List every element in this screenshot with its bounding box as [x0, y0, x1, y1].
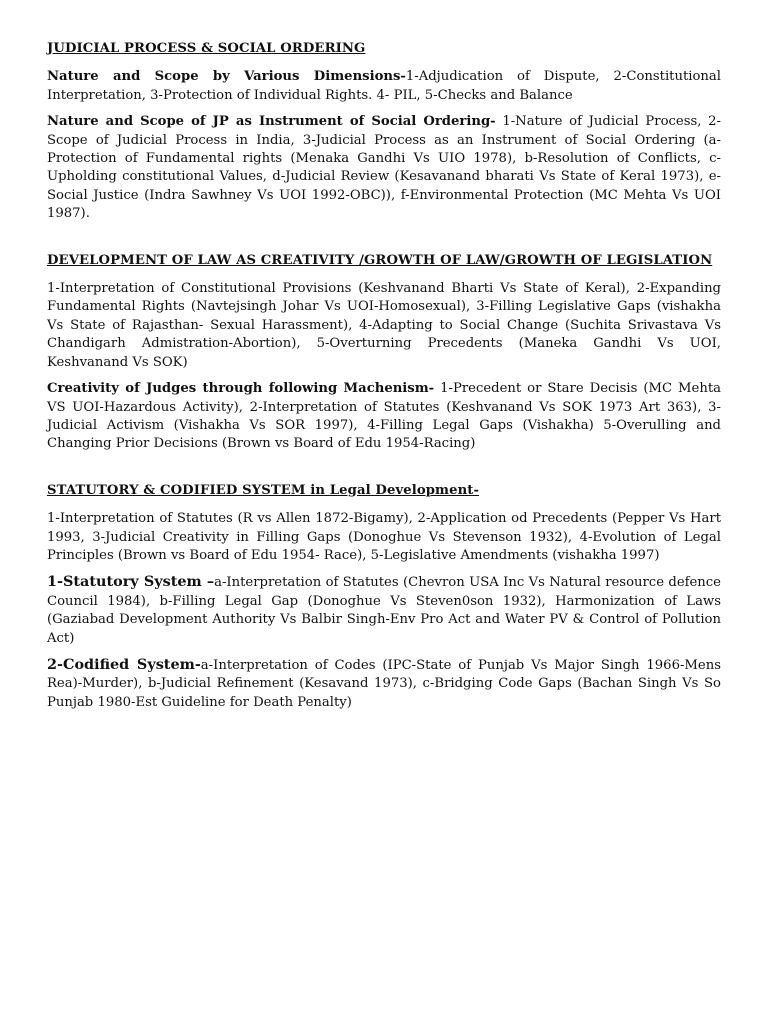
paragraph-development-list [47, 280, 721, 372]
paragraph-lead: Nature and Scope by Various Dimensions- [47, 69, 406, 85]
paragraph-lead: 2-Codified System- [47, 655, 201, 673]
paragraph-creativity-of-judges [47, 380, 721, 454]
paragraph-lead: 1-Statutory System – [47, 573, 215, 591]
paragraph-text: a-Interpretation of Statutes (Chevron USA Inc Vs Natural resource defence Council 1984), b-Filling Legal Gap (Donoghue Vs Steven0son 1932), Harmonization of Laws (Gaziabad Development Authority Vs Balbir Singh-Env Pro Act and Water PV & Control of Pollution Act) [47, 575, 721, 646]
paragraph-jp-social-ordering [47, 113, 721, 223]
paragraph-nature-scope-dimensions [47, 68, 721, 105]
paragraph-text: 1-Interpretation of Statutes (R vs Allen 1872-Bigamy), 2-Application od Precedents (Pepper Vs Hart 1993, 3-Judicial Creativity in Filling Gaps (Donoghue Vs Stevenson 1932), 4-Evolution of Legal Principles (Brown vs Board of Edu 1954- Race), 5-Legislative Amendments (vishakha 1997) [47, 511, 721, 563]
section-heading-development-of-law: DEVELOPMENT OF LAW AS CREATIVITY /GROWTH OF LAW/GROWTH OF LEGISLATION [47, 252, 713, 268]
paragraph-text: 1-Nature of Judicial Process, 2-Scope of Judicial Process in India, 3-Judicial Process as an Instrument of Social Ordering (a-Protection of Fundamental rights (Menaka Gandhi Vs UIO 1978), b-Resolution of Conflicts, c-Upholding constitutional Values, d-Judicial Review (Kesavanand bharati Vs State of Keral 1973), e-Social Justice (Indra Sawhney Vs UOI 1992-OBC)), f-Environmental Protection (MC Mehta Vs UOI 1987). [47, 114, 721, 222]
paragraph-lead: Nature and Scope of JP as Instrument of Social Ordering- [47, 114, 496, 130]
paragraph-statutory-system [47, 573, 721, 648]
paragraph-codified-system [47, 656, 721, 712]
paragraph-text: 1-Adjudication of Dispute, 2-Constitutional Interpretation, 3-Protection of Individual Rights. 4- PIL, 5-Checks and Balance [47, 69, 721, 103]
paragraph-lead: Creativity of Judges through following Machenism- [47, 381, 435, 397]
document-page [47, 40, 721, 712]
paragraph-text: 1-Precedent or Stare Decisis (MC Mehta VS UOI-Hazardous Activity), 2-Interpretation of Statutes (Keshvanand Vs SOK 1973 Art 363), 3-Judicial Activism (Vishakha Vs SOR 1997), 4-Filling Legal Gaps (Vishakha) 5-Overulling and Changing Prior Decisions (Brown vs Board of Edu 1954-Racing) [47, 381, 721, 452]
section-heading-statutory-codified: STATUTORY & CODIFIED SYSTEM in Legal Development- [47, 482, 480, 498]
paragraph-text: 1-Interpretation of Constitutional Provisions (Keshvanand Bharti Vs State of Keral), 2-Expanding Fundamental Rights (Navtejsingh Johar Vs UOI-Homosexual), 3-Filling Legislative Gaps (vishakha Vs State of Rajasthan- Sexual Harassment), 4-Adapting to Social Change (Suchita Srivastava Vs Chandigarh Admistration-Abortion), 5-Overturning Precedents (Maneka Gandhi Vs UOI, Keshvanand Vs SOK) [47, 281, 721, 370]
section-heading-judicial-process: JUDICIAL PROCESS & SOCIAL ORDERING [47, 41, 366, 56]
paragraph-statutory-list [47, 510, 721, 565]
paragraph-text: a-Interpretation of Codes (IPC-State of Punjab Vs Major Singh 1966-Mens Rea)-Murder), b-Judicial Refinement (Kesavand 1973), c-Bridging Code Gaps (Bachan Singh Vs So Punjab 1980-Est Guideline for Death Penalty) [47, 657, 721, 710]
